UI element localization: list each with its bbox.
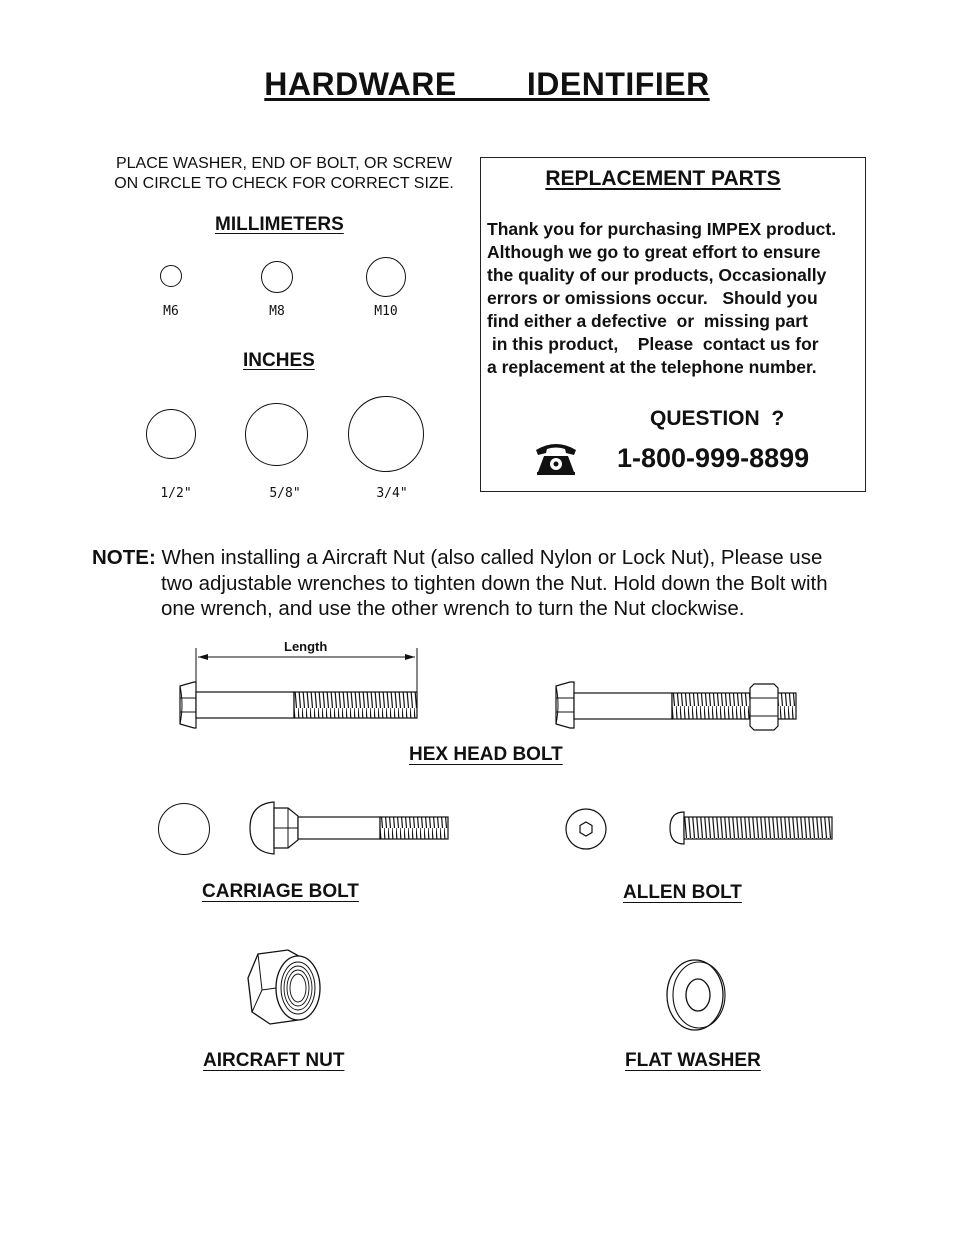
note-line: two adjustable wrenches to tighten down the Nut. Hold down the Bolt with <box>161 571 828 595</box>
size-circle-three-quarter-inch <box>348 396 424 472</box>
hex-head-bolt-with-length-drawing <box>170 648 430 738</box>
size-label-m10: M10 <box>374 304 398 319</box>
size-label-m8: M8 <box>269 304 285 319</box>
length-label: Length <box>284 639 328 654</box>
size-circle-m10 <box>366 257 406 297</box>
hex-head-bolt-with-nut-drawing <box>548 676 800 736</box>
size-label-three-quarter-inch: 3/4" <box>376 486 408 501</box>
aircraft-nut-drawing <box>240 944 328 1028</box>
hex-head-bolt-label: HEX HEAD BOLT <box>409 744 563 765</box>
instruction-line: PLACE WASHER, END OF BOLT, OR SCREW <box>115 155 453 172</box>
millimeters-heading: MILLIMETERS <box>215 214 344 235</box>
replacement-parts-text <box>487 218 865 379</box>
allen-bolt-head-view <box>562 806 610 852</box>
size-check-instructions <box>96 154 472 194</box>
flat-washer-label: FLAT WASHER <box>625 1050 761 1071</box>
replacement-line: the quality of our products, Occasionally <box>487 265 827 285</box>
question-label: QUESTION ? <box>650 407 785 430</box>
carriage-bolt-drawing <box>248 798 452 860</box>
replacement-line: Although we go to great effort to ensure <box>487 242 821 262</box>
aircraft-nut-label: AIRCRAFT NUT <box>203 1050 345 1071</box>
size-circle-five-eighths-inch <box>245 403 308 466</box>
size-label-half-inch: 1/2" <box>160 486 192 501</box>
replacement-line: a replacement at the telephone number. <box>487 357 817 377</box>
carriage-bolt-head-view <box>158 803 210 855</box>
allen-bolt-label: ALLEN BOLT <box>623 882 742 903</box>
telephone-icon <box>532 440 580 481</box>
phone-number: 1-800-999-8899 <box>617 443 810 473</box>
flat-washer-drawing <box>662 956 732 1034</box>
size-circle-m6 <box>160 265 182 287</box>
assembly-note <box>92 545 892 622</box>
size-label-five-eighths-inch: 5/8" <box>269 486 301 501</box>
replacement-line: Thank you for purchasing IMPEX product. <box>487 219 837 239</box>
replacement-line: find either a defective or missing part <box>487 311 808 331</box>
size-circle-half-inch <box>146 409 196 459</box>
note-line: When installing a Aircraft Nut (also called Nylon or Lock Nut), Please use <box>161 546 823 569</box>
note-line: one wrench, and use the other wrench to turn the Nut clockwise. <box>161 597 745 620</box>
carriage-bolt-label: CARRIAGE BOLT <box>202 881 359 902</box>
replacement-parts-title: REPLACEMENT PARTS <box>545 167 781 190</box>
replacement-line: in this product, Please contact us for <box>487 334 819 354</box>
size-circle-m8 <box>261 261 293 293</box>
instruction-line: ON CIRCLE TO CHECK FOR CORRECT SIZE. <box>114 175 454 192</box>
replacement-line: errors or omissions occur. Should you <box>487 288 818 308</box>
inches-heading: INCHES <box>243 350 315 371</box>
size-label-m6: M6 <box>163 304 179 319</box>
note-label: NOTE: <box>92 546 156 569</box>
page-title: HARDWARE IDENTIFIER <box>264 66 710 102</box>
allen-bolt-drawing <box>668 808 836 848</box>
